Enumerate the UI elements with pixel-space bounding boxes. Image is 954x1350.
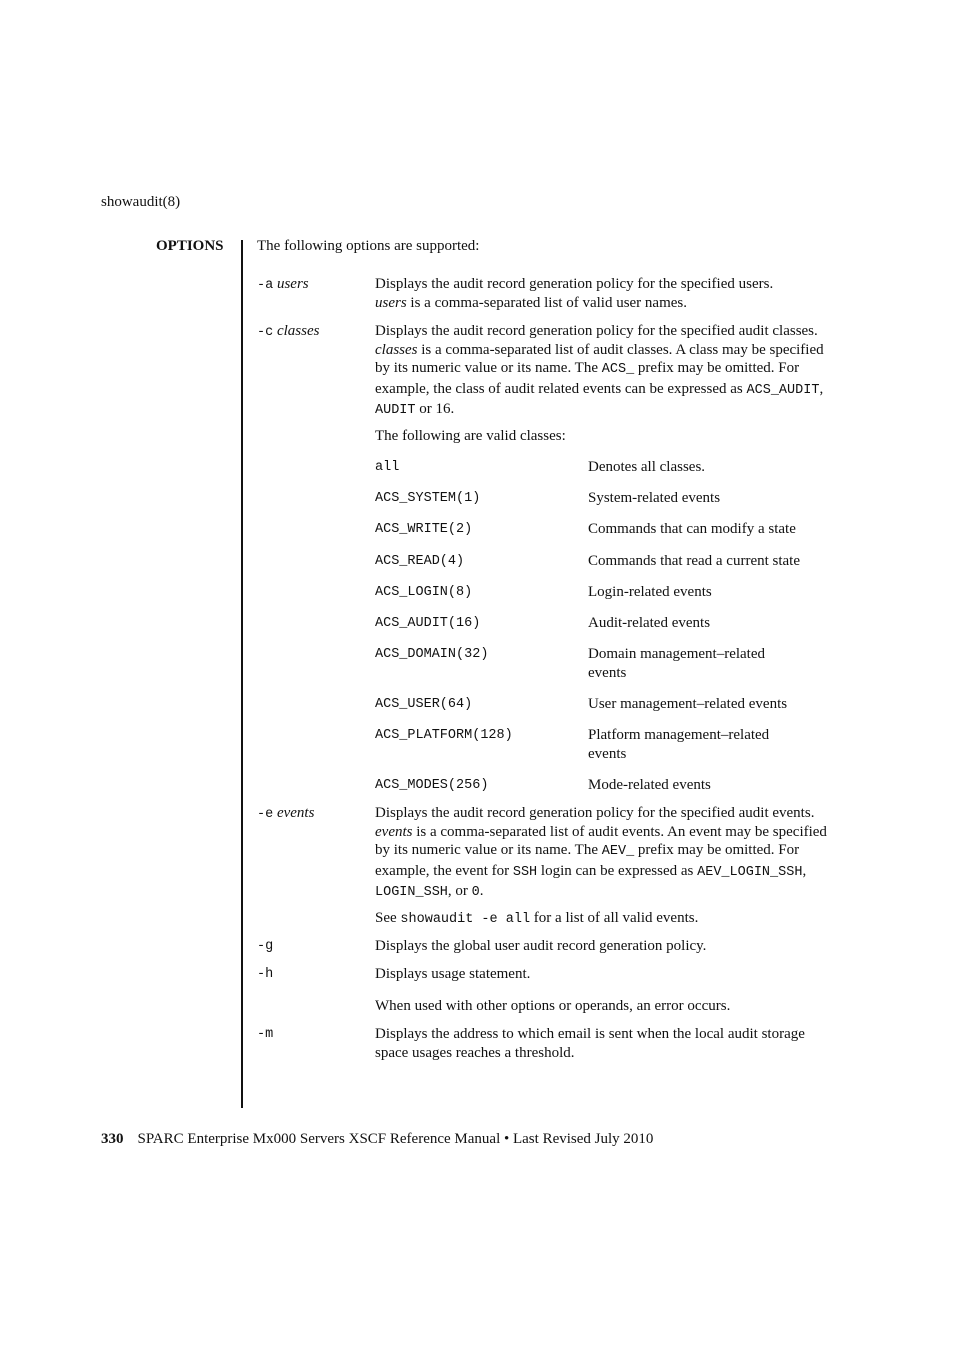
option-arg: users	[276, 276, 309, 292]
classes-intro: The following are valid classes:	[375, 428, 566, 444]
footer-text: SPARC Enterprise Mx000 Servers XSCF Reference Manual • Last Revised July 2010	[137, 1131, 654, 1147]
desc-code: 0	[471, 885, 480, 900]
class-description: Denotes all classes.	[588, 459, 706, 475]
desc-code: ACS_	[601, 362, 635, 377]
class-description: Login-related events	[588, 584, 712, 600]
desc-text: Displays the audit record generation policy for the specified audit classes.	[375, 323, 818, 339]
class-name: ACS_SYSTEM(1)	[375, 491, 481, 506]
desc-text: prefix may be omitted. For example, the event for	[375, 842, 800, 879]
desc-code: AUDIT	[375, 403, 416, 418]
desc-arg: classes	[375, 341, 418, 358]
option-g-flag: -g	[257, 939, 274, 954]
option-h-flag: -h	[257, 967, 274, 982]
class-name: ACS_MODES(256)	[375, 778, 489, 793]
desc-code: AEV_LOGIN_SSH	[697, 864, 803, 880]
option-arg: events	[276, 805, 315, 821]
class-description: Audit-related events	[588, 615, 711, 631]
section-rule	[241, 240, 243, 1108]
class-description: Platform management–related events	[588, 727, 770, 762]
option-e	[257, 805, 314, 822]
running-header: showaudit(8)	[101, 194, 181, 210]
option-flag: -c	[257, 325, 274, 340]
desc-text: or 16.	[415, 401, 455, 417]
option-a	[257, 276, 309, 293]
class-name: ACS_DOMAIN(32)	[375, 647, 489, 662]
desc-text: is a comma-separated list of valid user names.	[406, 294, 687, 311]
class-description: System-related events	[588, 490, 721, 506]
desc-text: See	[375, 910, 397, 926]
class-description: User management–related events	[588, 696, 788, 712]
option-m-flag: -m	[257, 1027, 274, 1042]
desc-code: SSH	[512, 864, 538, 880]
option-g-description: Displays the global user audit record generation policy.	[375, 938, 707, 954]
desc-arg: users	[375, 294, 407, 311]
option-c-description	[375, 322, 840, 421]
desc-code: AEV_	[601, 844, 635, 859]
class-name: all	[375, 460, 400, 475]
option-h-description: Displays usage statement.	[375, 966, 531, 982]
class-name: ACS_PLATFORM(128)	[375, 728, 513, 743]
desc-text: Displays the audit record generation policy for the specified users.	[375, 276, 774, 292]
class-name: ACS_READ(4)	[375, 554, 465, 569]
desc-text: is a comma-separated list of audit classes. A class may be specified by its numeric value or its name. The	[375, 341, 824, 376]
desc-text: .	[479, 883, 484, 899]
desc-text: for a list of all valid events.	[530, 910, 699, 926]
option-flag: -e	[257, 807, 274, 822]
option-arg: classes	[276, 323, 320, 339]
desc-text: login can be expressed as	[537, 862, 694, 879]
desc-code: ACS_AUDIT	[746, 382, 820, 398]
class-name: ACS_WRITE(2)	[375, 522, 473, 537]
option-e-see-also	[375, 909, 840, 930]
page-number: 330	[101, 1131, 124, 1147]
desc-text: is a comma-separated list of audit events. An event may be specified by its numeric value or its name. The	[375, 823, 827, 858]
section-title: OPTIONS	[156, 238, 224, 254]
option-e-description	[375, 804, 840, 903]
desc-text: prefix may be omitted. For example, the class of audit related events can be expressed as	[375, 360, 800, 397]
class-name: ACS_USER(64)	[375, 697, 473, 712]
desc-code: showaudit -e all	[400, 912, 531, 927]
desc-text: ,	[802, 862, 807, 879]
desc-arg: events	[375, 823, 413, 840]
desc-text: , or	[447, 883, 468, 899]
class-description: Commands that read a current state	[588, 553, 801, 569]
options-intro: The following options are supported:	[257, 238, 480, 254]
class-description: Mode-related events	[588, 777, 711, 793]
desc-text: Displays the audit record generation policy for the specified audit events.	[375, 805, 815, 821]
option-a-description	[375, 275, 840, 312]
page-footer	[101, 1131, 653, 1148]
desc-text: ,	[819, 380, 824, 397]
class-name: ACS_LOGIN(8)	[375, 585, 473, 600]
class-name: ACS_AUDIT(16)	[375, 616, 481, 631]
desc-code: LOGIN_SSH	[375, 885, 448, 900]
option-h-note: When used with other options or operands, an error occurs.	[375, 998, 731, 1014]
class-description: Commands that can modify a state	[588, 521, 796, 537]
option-m-description: Displays the address to which email is sent when the local audit storage space usages reaches a threshold.	[375, 1026, 805, 1061]
class-description: Domain management–related events	[588, 646, 766, 681]
option-c	[257, 323, 319, 340]
option-flag: -a	[257, 278, 274, 293]
